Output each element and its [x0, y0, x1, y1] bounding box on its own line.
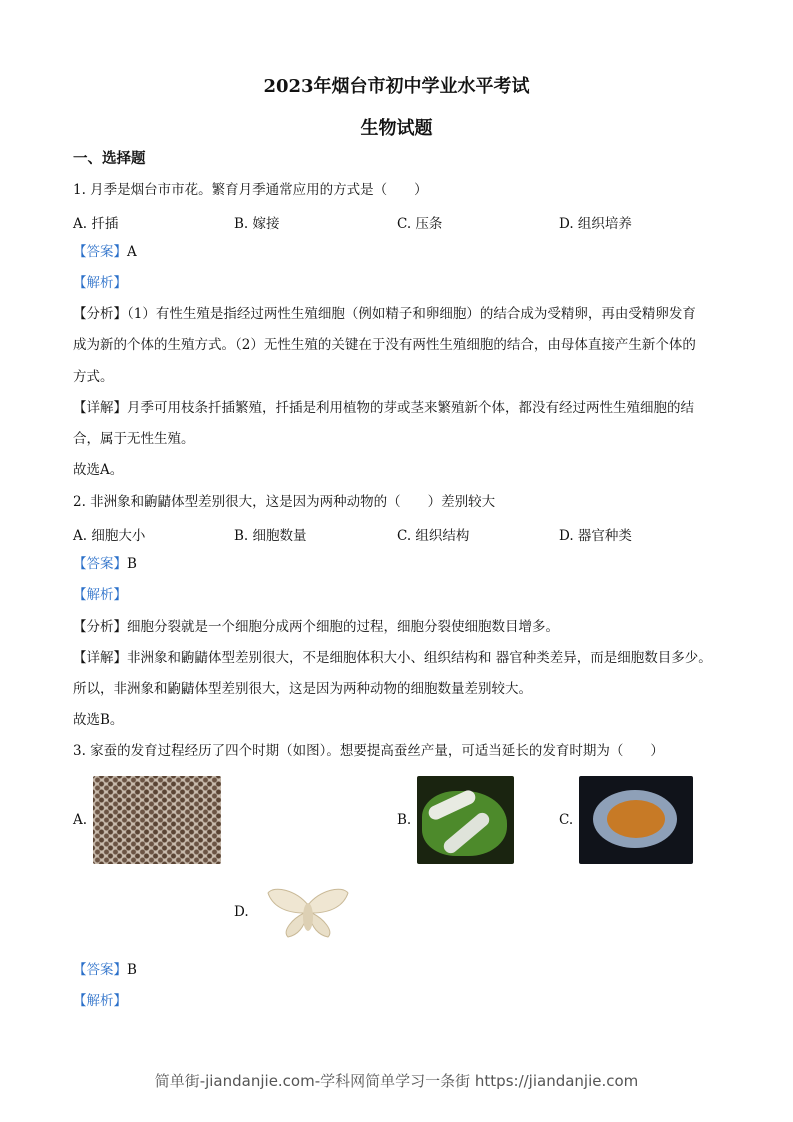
q2-answer — [73, 555, 137, 573]
answer-label: 【答案】 — [73, 244, 127, 260]
q2-option-b: B. 细胞数量 — [234, 528, 307, 544]
exam-subtitle: 生物试题 — [360, 118, 433, 139]
answer-label: 【答案】 — [73, 962, 127, 978]
xiangjie-text: 月季可用枝条扦插繁殖，扦插是利用植物的芽或茎来繁殖新个体，都没有经过两性生殖细胞的结 — [127, 400, 694, 416]
fenxi-text: 细胞分裂就是一个细胞分成两个细胞的过程，细胞分裂使细胞数目增多。 — [127, 619, 559, 635]
q3-option-b-label: B. — [397, 812, 412, 828]
silkmoth-image — [266, 885, 350, 941]
q1-option-a: A. 扦插 — [73, 216, 119, 232]
q3-answer — [73, 961, 137, 979]
fenxi-text: （1）有性生殖是指经过两性生殖细胞（例如精子和卵细胞）的结合成为受精卵，再由受精卵发育 — [127, 306, 696, 322]
fenxi-label: 【分析】 — [73, 619, 127, 635]
q1-answer — [73, 243, 137, 261]
fenxi-label: 【分析】 — [73, 306, 127, 322]
silkworm-eggs-image — [93, 776, 221, 864]
q2-xiangjie-line-1 — [73, 649, 712, 667]
q2-xiangjie-line-2: 所以，非洲象和鼩鼱体型差别很大，这是因为两种动物的细胞数量差别较大。 — [73, 681, 532, 697]
answer-label: 【答案】 — [73, 556, 127, 572]
xiangjie-label: 【详解】 — [73, 400, 127, 416]
q1-stem: 1. 月季是烟台市市花。繁育月季通常应用的方式是（ ） — [73, 182, 428, 198]
q1-option-c: C. 压条 — [397, 216, 443, 232]
silkworm-pupa-image — [579, 776, 693, 864]
q2-analysis-label: 【解析】 — [73, 587, 127, 603]
q2-option-d: D. 器官种类 — [559, 528, 632, 544]
q1-analysis-label: 【解析】 — [73, 275, 127, 291]
footer-watermark: 简单街-jiandanjie.com-学科网简单学习一条街 https://jiandanjie.com — [154, 1072, 639, 1090]
answer-value: B — [127, 962, 137, 978]
xiangjie-text: 非洲象和鼩鼱体型差别很大，不是细胞体积大小、组织结构和 器官种类差异，而是细胞数目多少。 — [127, 650, 712, 666]
q1-xiangjie-line-2: 合，属于无性生殖。 — [73, 431, 195, 447]
q1-option-b: B. 嫁接 — [234, 216, 280, 232]
q2-stem: 2. 非洲象和鼩鼱体型差别很大，这是因为两种动物的（ ）差别较大 — [73, 494, 496, 510]
q2-option-c: C. 组织结构 — [397, 528, 470, 544]
q3-option-a-label: A. — [73, 812, 88, 828]
silkworm-larva-image — [417, 776, 514, 864]
q2-option-a: A. 细胞大小 — [73, 528, 146, 544]
q1-fenxi-line-3: 方式。 — [73, 369, 114, 385]
q3-analysis-label: 【解析】 — [73, 993, 127, 1009]
answer-value: B — [127, 556, 137, 572]
xiangjie-label: 【详解】 — [73, 650, 127, 666]
q1-fenxi-line-2: 成为新的个体的生殖方式。（2）无性生殖的关键在于没有两性生殖细胞的结合，由母体直接产生新个体的 — [73, 337, 696, 353]
q2-fenxi — [73, 618, 559, 636]
q1-fenxi-line-1 — [73, 305, 696, 323]
q2-conclusion: 故选B。 — [73, 712, 124, 728]
q3-option-d-label: D. — [234, 904, 249, 920]
q3-option-c-label: C. — [559, 812, 574, 828]
q1-option-d: D. 组织培养 — [559, 216, 632, 232]
answer-value: A — [127, 244, 137, 260]
q1-xiangjie-line-1 — [73, 399, 694, 417]
exam-title: 2023年烟台市初中学业水平考试 — [263, 76, 530, 97]
q1-conclusion: 故选A。 — [73, 462, 124, 478]
q3-stem: 3. 家蚕的发育过程经历了四个时期（如图）。想要提高蚕丝产量，可适当延长的发育时期为（ ） — [73, 743, 664, 759]
section-heading: 一、选择题 — [73, 150, 146, 167]
